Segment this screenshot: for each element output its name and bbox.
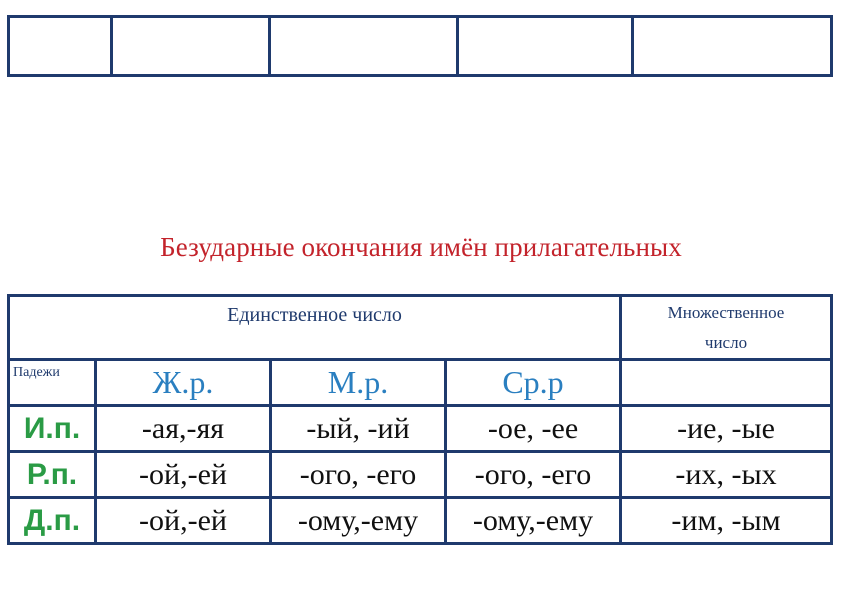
plural-label-line1: Множественное xyxy=(667,303,785,322)
table-row xyxy=(9,498,832,544)
top-empty-table xyxy=(7,15,833,77)
singular-header xyxy=(9,296,621,360)
ending-neuter: -ое, -ее xyxy=(446,406,621,452)
table-row xyxy=(9,452,832,498)
case-name: Д.п. xyxy=(9,498,96,544)
cases-label: Падежи xyxy=(9,360,96,406)
gender-feminine: Ж.р. xyxy=(96,360,271,406)
ending-feminine: -ая,-яя xyxy=(96,406,271,452)
plural-header xyxy=(621,296,832,360)
ending-feminine: -ой,-ей xyxy=(96,498,271,544)
case-name: И.п. xyxy=(9,406,96,452)
gender-row xyxy=(9,360,832,406)
top-cell-4 xyxy=(458,17,633,76)
ending-masculine: -ого, -его xyxy=(271,452,446,498)
ending-plural: -ие, -ые xyxy=(621,406,832,452)
ending-feminine: -ой,-ей xyxy=(96,452,271,498)
plural-label-line2: число xyxy=(704,333,748,352)
ending-neuter: -ому,-ему xyxy=(446,498,621,544)
page-title: Безударные окончания имён прилагательных xyxy=(160,232,682,262)
gender-neuter: Ср.р xyxy=(446,360,621,406)
table-row xyxy=(9,406,832,452)
ending-neuter: -ого, -его xyxy=(446,452,621,498)
case-name: Р.п. xyxy=(9,452,96,498)
singular-label: Единственное число xyxy=(227,304,402,326)
top-cell-1 xyxy=(9,17,112,76)
plural-gender-empty xyxy=(621,360,832,406)
gender-masculine: М.р. xyxy=(271,360,446,406)
ending-masculine: -ому,-ему xyxy=(271,498,446,544)
header-row xyxy=(9,296,832,360)
top-cell-3 xyxy=(270,17,458,76)
ending-plural: -им, -ым xyxy=(621,498,832,544)
top-cell-2 xyxy=(112,17,270,76)
ending-masculine: -ый, -ий xyxy=(271,406,446,452)
endings-table xyxy=(7,294,833,545)
top-cell-5 xyxy=(633,17,832,76)
ending-plural: -их, -ых xyxy=(621,452,832,498)
